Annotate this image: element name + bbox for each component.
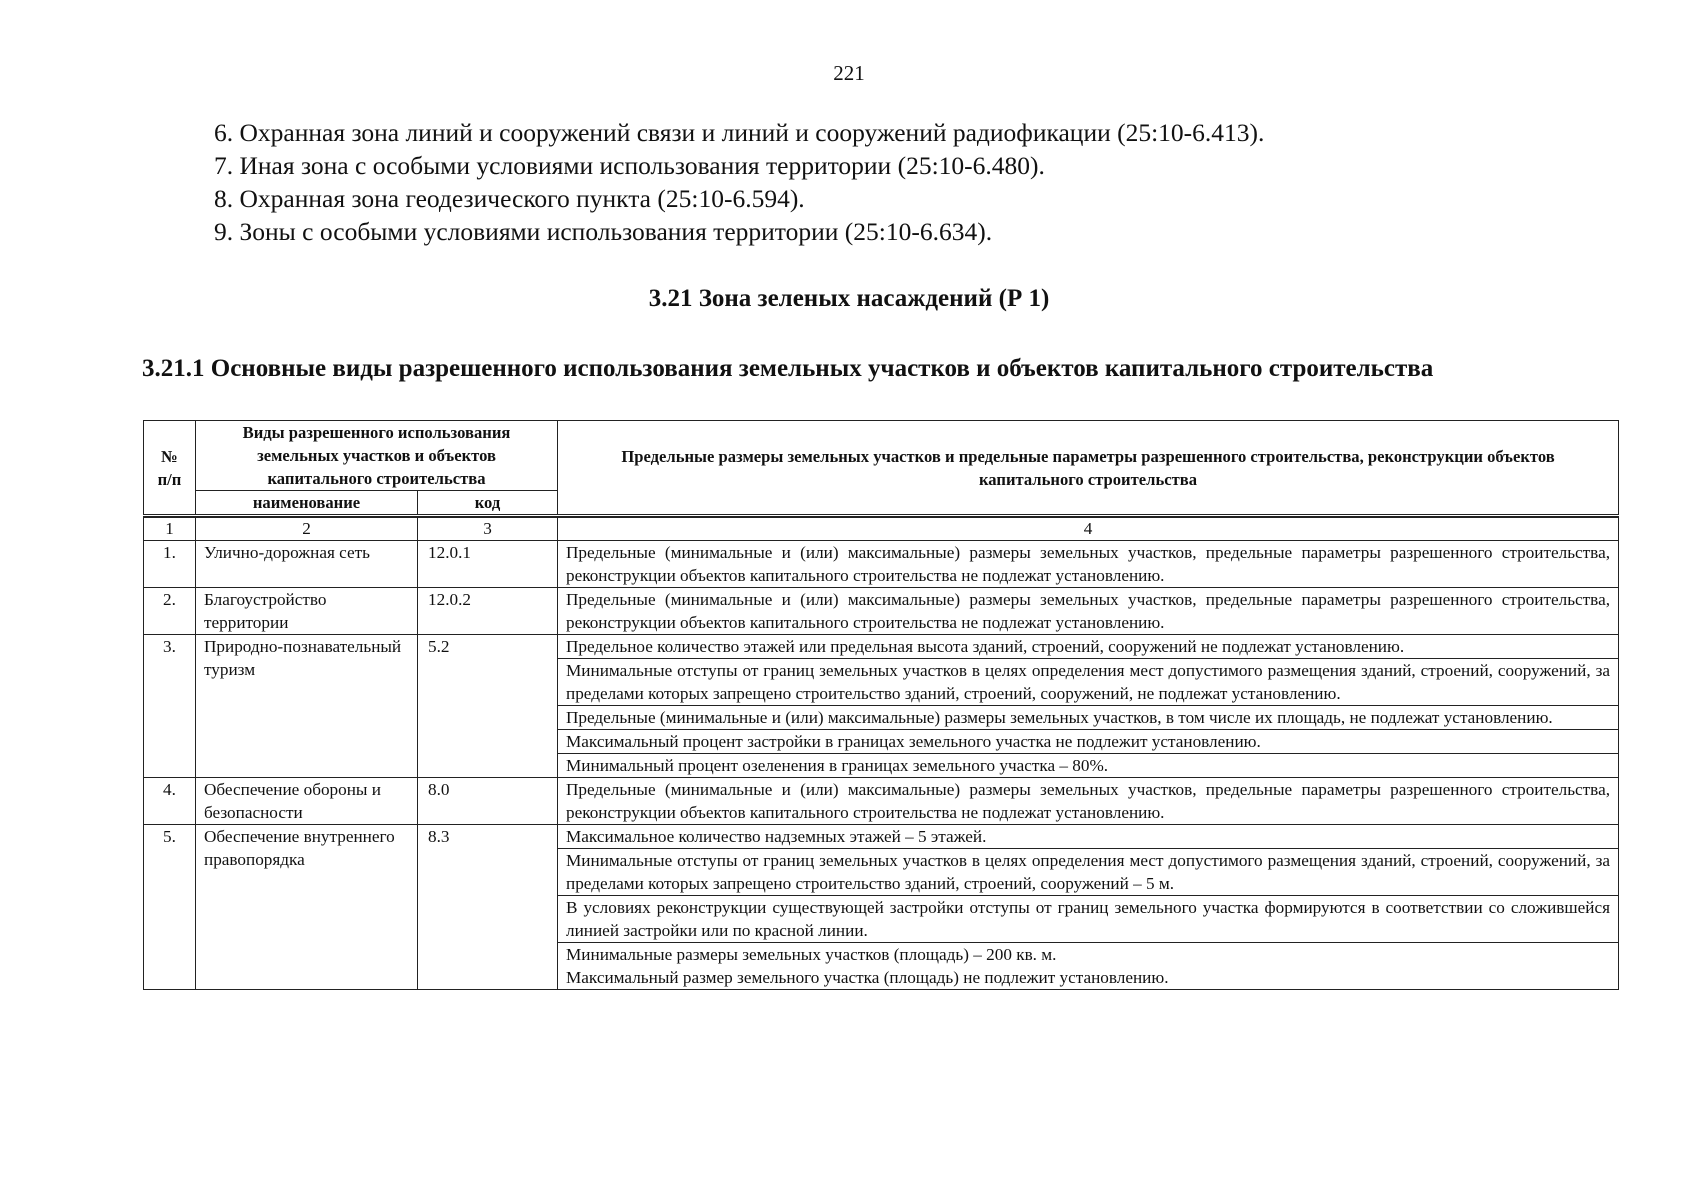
zone-list-item: 6. Охранная зона линий и сооружений связи и линий и сооружений радиофикации (25:10-6.413). [214, 118, 1265, 147]
header-code: код [418, 491, 558, 516]
parameter-text: Минимальные размеры земельных участков (площадь) – 200 кв. м. Максимальный размер земельного участка (площадь) не подлежит установлению. [558, 943, 1619, 990]
use-name: Улично-дорожная сеть [196, 541, 418, 588]
column-number: 4 [558, 518, 1619, 541]
column-number: 3 [418, 518, 558, 541]
use-code: 8.0 [418, 778, 558, 825]
parameter-text: Максимальный процент застройки в границах земельного участка не подлежит установлению. [558, 730, 1619, 754]
section-title: 3.21 Зона зеленых насаждений (Р 1) [648, 285, 1050, 312]
row-number: 2. [144, 588, 196, 635]
zone-list-item: 8. Охранная зона геодезического пункта (25:10-6.594). [214, 184, 805, 213]
column-number: 2 [196, 518, 418, 541]
permitted-use-table [143, 420, 1619, 990]
column-number: 1 [144, 518, 196, 541]
row-number: 1. [144, 541, 196, 588]
parameter-text: Предельные (минимальные и (или) максимальные) размеры земельных участков, предельные параметры разрешенного строительства, реконструкции объектов капитального строительства не подлежат установлению. [558, 778, 1619, 825]
page-number: 221 [833, 61, 865, 85]
use-code: 12.0.2 [418, 588, 558, 635]
parameter-text: Предельное количество этажей или предельная высота зданий, строений, сооружений не подлежат установлению. [558, 635, 1619, 659]
header-limits: Предельные размеры земельных участков и предельные параметры разрешенного строительства, реконструкции объектов капитального строительства [558, 421, 1619, 516]
use-code: 5.2 [418, 635, 558, 778]
parameter-text: Предельные (минимальные и (или) максимальные) размеры земельных участков, предельные параметры разрешенного строительства, реконструкции объектов капитального строительства не подлежат установлению. [558, 541, 1619, 588]
zone-list-item: 7. Иная зона с особыми условиями использования территории (25:10-6.480). [214, 151, 1045, 180]
column-number-row [144, 518, 1619, 541]
parameter-text: Максимальное количество надземных этажей – 5 этажей. [558, 825, 1619, 849]
use-name: Благоустройство территории [196, 588, 418, 635]
table-body [144, 516, 1619, 990]
parameter-text: Минимальные отступы от границ земельных участков в целях определения мест допустимого размещения зданий, строений, сооружений, за пределами которых запрещено строительство зданий, строений, сооружений, не подлежат установлению. [558, 659, 1619, 706]
use-name: Обеспечение обороны и безопасности [196, 778, 418, 825]
table-row [144, 635, 1619, 659]
table-row [144, 541, 1619, 588]
parameter-text: Минимальный процент озеленения в границах земельного участка – 80%. [558, 754, 1619, 778]
use-code: 8.3 [418, 825, 558, 990]
use-name: Обеспечение внутреннего правопорядка [196, 825, 418, 990]
row-number: 4. [144, 778, 196, 825]
parameter-text: Предельные (минимальные и (или) максимальные) размеры земельных участков, в том числе их площадь, не подлежат установлению. [558, 706, 1619, 730]
row-number: 5. [144, 825, 196, 990]
subsection-title: 3.21.1 Основные виды разрешенного использования земельных участков и объектов капитального строительства [142, 355, 1434, 382]
parameter-text: Предельные (минимальные и (или) максимальные) размеры земельных участков, предельные параметры разрешенного строительства, реконструкции объектов капитального строительства не подлежат установлению. [558, 588, 1619, 635]
table-row [144, 588, 1619, 635]
table-row [144, 825, 1619, 849]
zone-list-item: 9. Зоны с особыми условиями использования территории (25:10-6.634). [214, 217, 993, 246]
zone-list [214, 116, 1514, 248]
parameter-text: Минимальные отступы от границ земельных участков в целях определения мест допустимого размещения зданий, строений, сооружений, за пределами которых запрещено строительство зданий, строений, сооружений – 5 м. [558, 849, 1619, 896]
table-row [144, 778, 1619, 825]
header-kinds-group: Виды разрешенного использования земельных участков и объектов капитального строительства [196, 421, 558, 491]
use-name: Природно-познавательный туризм [196, 635, 418, 778]
row-number: 3. [144, 635, 196, 778]
use-code: 12.0.1 [418, 541, 558, 588]
header-name: наименование [196, 491, 418, 516]
parameter-text: В условиях реконструкции существующей застройки отступы от границ земельного участка формируются в соответствии со сложившейся линией застройки или по красной линии. [558, 896, 1619, 943]
header-num: № п/п [144, 421, 196, 516]
